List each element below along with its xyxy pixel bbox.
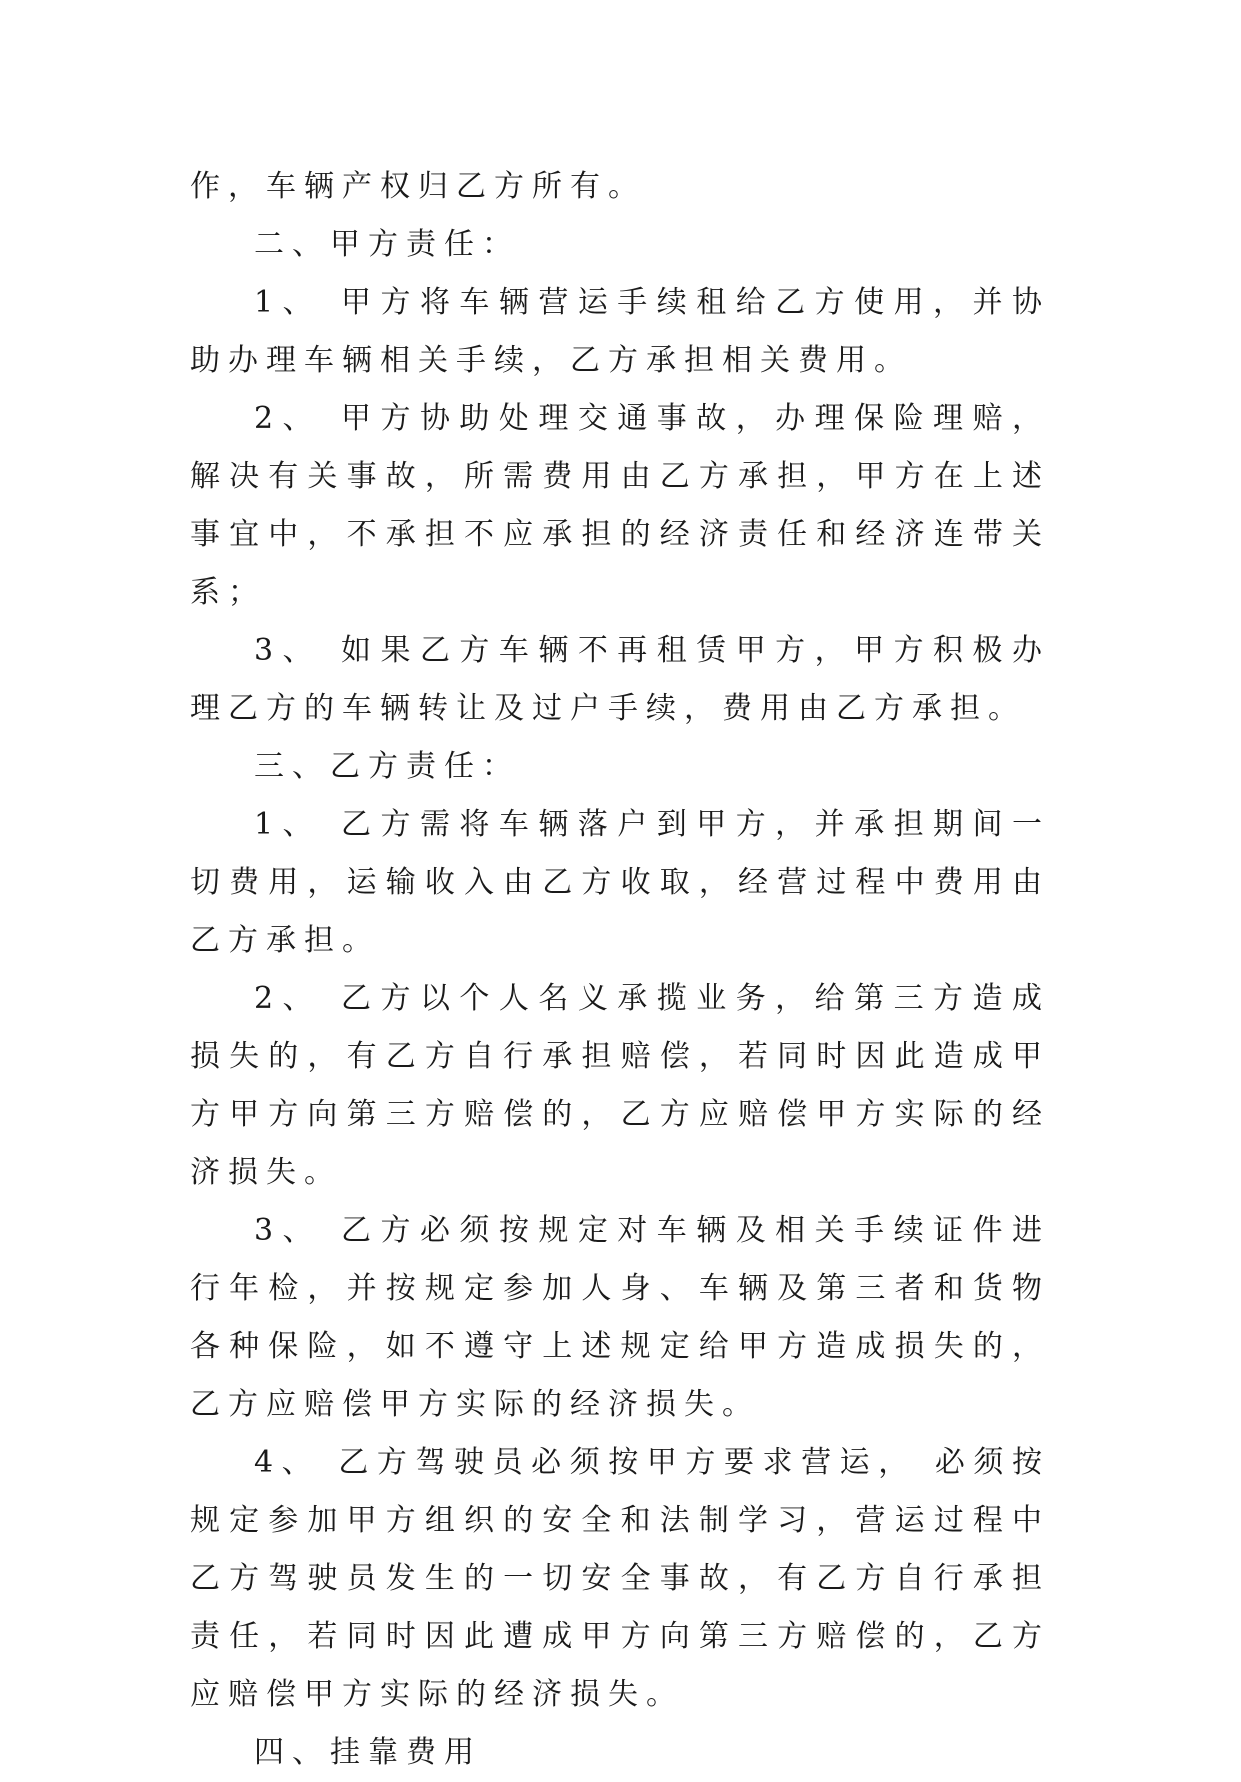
party-a-clause-3: 3、 如果乙方车辆不再租赁甲方，甲方积极办理乙方的车辆转让及过户手续，费用由乙方承担。 bbox=[190, 633, 1050, 726]
section-heading-fees: 四、挂靠费用 bbox=[254, 1735, 482, 1770]
party-b-clause-4: 4、 乙方驾驶员必须按甲方要求营运， 必须按规定参加甲方组织的安全和法制学习，营运过程中乙方驾驶员发生的一切安全事故，有乙方自行承担责任，若同时因此遭成甲方向第三方赔偿的，乙方应赔偿甲方实际的经济损失。 bbox=[190, 1445, 1050, 1712]
section-heading-party-b: 三、乙方责任： bbox=[254, 749, 520, 784]
party-a-clause-1: 1、 甲方将车辆营运手续租给乙方使用，并协助办理车辆相关手续，乙方承担相关费用。 bbox=[190, 285, 1050, 378]
section-heading-party-a: 二、甲方责任： bbox=[254, 227, 520, 262]
document-body bbox=[190, 158, 1050, 1782]
party-a-clause-2: 2、 甲方协助处理交通事故，办理保险理赔，解决有关事故，所需费用由乙方承担，甲方在上述事宜中，不承担不应承担的经济责任和经济连带关系； bbox=[190, 401, 1050, 610]
party-b-clause-2: 2、 乙方以个人名义承揽业务，给第三方造成损失的，有乙方自行承担赔偿，若同时因此造成甲方甲方向第三方赔偿的，乙方应赔偿甲方实际的经济损失。 bbox=[190, 981, 1050, 1190]
party-b-clause-3: 3、 乙方必须按规定对车辆及相关手续证件进行年检，并按规定参加人身、车辆及第三者和货物各种保险，如不遵守上述规定给甲方造成损失的，乙方应赔偿甲方实际的经济损失。 bbox=[190, 1213, 1050, 1422]
party-b-clause-1: 1、 乙方需将车辆落户到甲方，并承担期间一切费用，运输收入由乙方收取，经营过程中费用由乙方承担。 bbox=[190, 807, 1050, 958]
paragraph-continuation: 作，车辆产权归乙方所有。 bbox=[190, 169, 646, 204]
